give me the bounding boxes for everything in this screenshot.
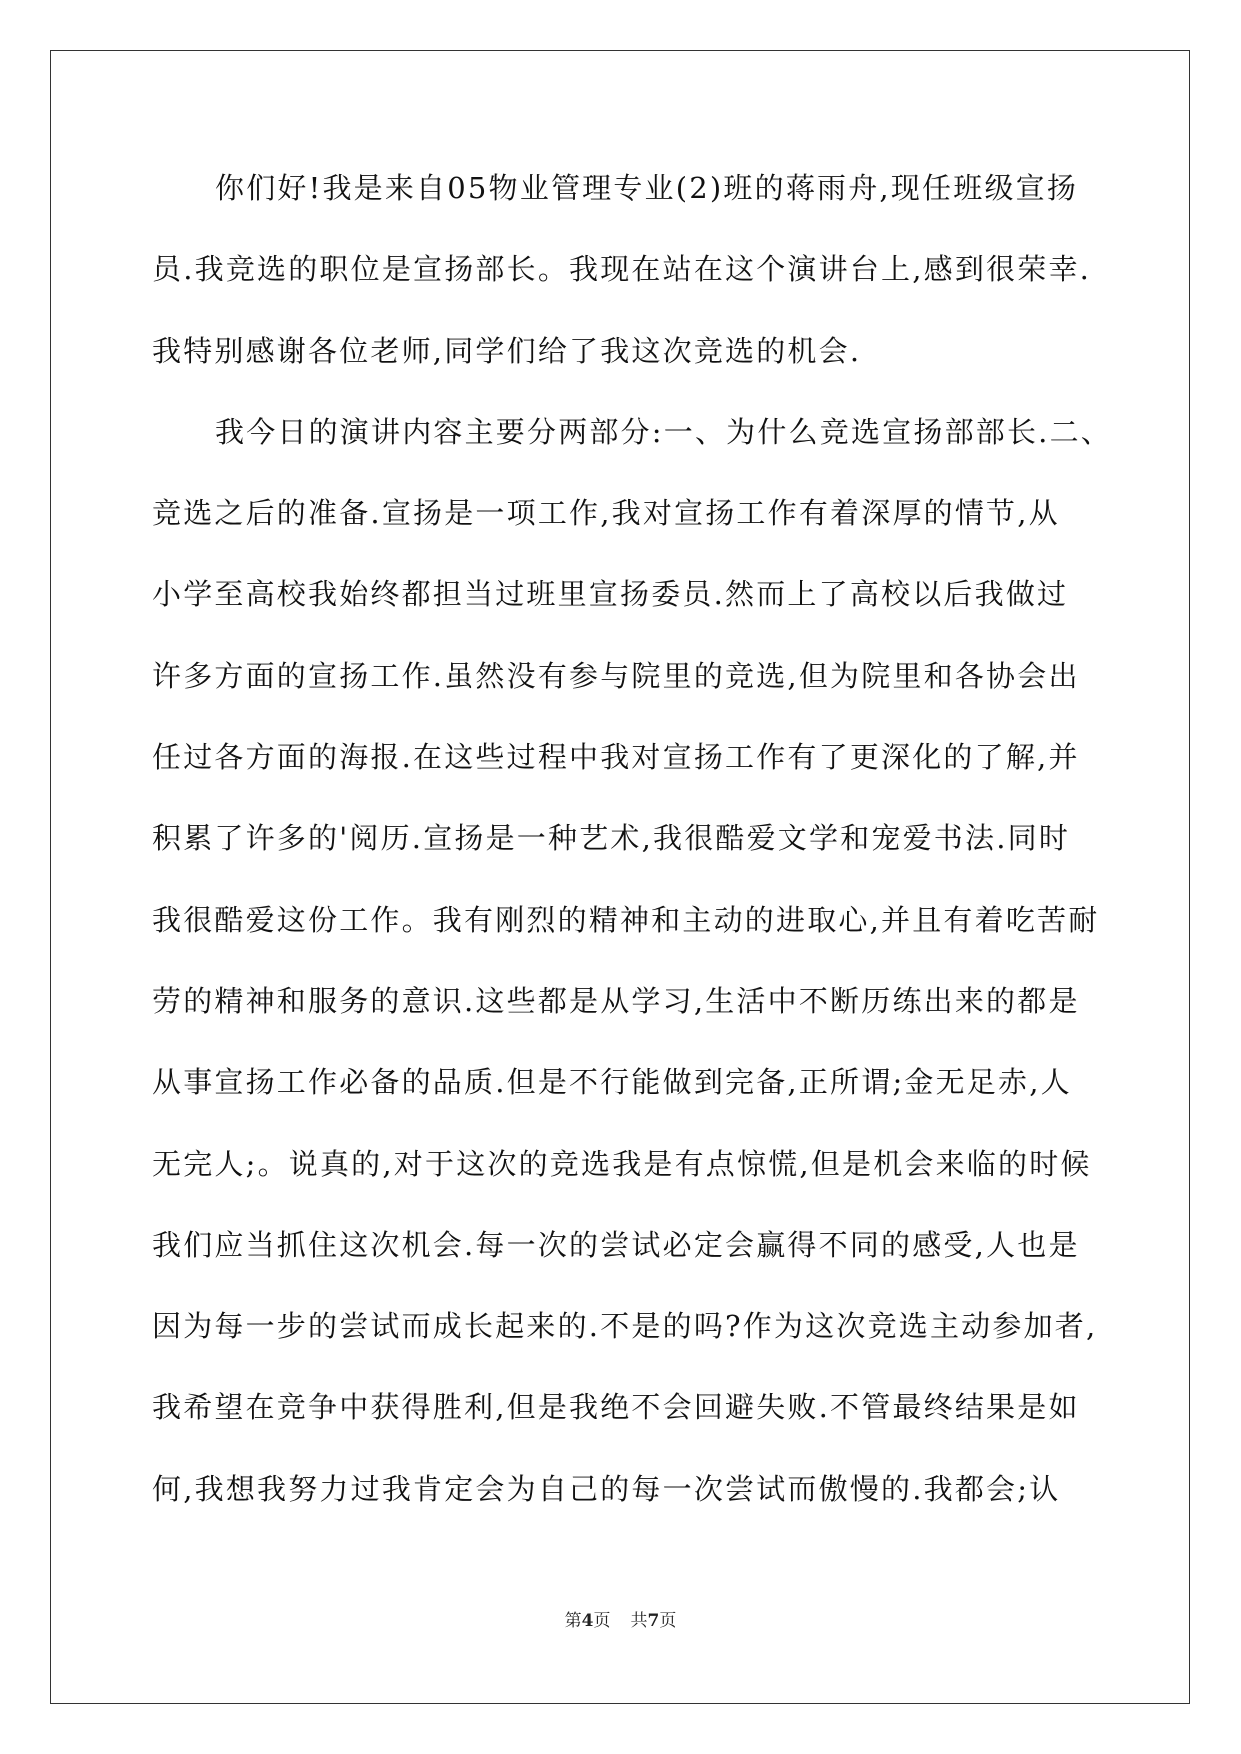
paragraph-2-line-12: 因为每一步的尝试而成长起来的.不是的吗?作为这次竞选主动参加者, [152,1309,1098,1344]
document-body [152,160,1112,1542]
paragraph-2-line-5: 任过各方面的海报.在这些过程中我对宣扬工作有了更深化的了解,并 [152,740,1080,775]
page-footer [0,1606,1241,1631]
paragraph-1-line-1: 你们好!我是来自05物业管理专业(2)班的蒋雨舟,现任班级宣扬 [215,171,1079,205]
paragraph-2-line-6: 积累了许多的'阅历.宣扬是一种艺术,我很酷爱文学和宠爱书法.同时 [152,821,1071,856]
paragraph-1-line-2: 员.我竞选的职位是宣扬部长。我现在站在这个演讲台上,感到很荣幸. [152,252,1092,287]
page-number-suffix: 页 [593,1611,611,1631]
paragraph-2-line-1: 我今日的演讲内容主要分两部分:一、为什么竞选宣扬部部长.二、 [215,414,1112,449]
paragraph-2-line-4: 许多方面的宣扬工作.虽然没有参与院里的竞选,但为院里和各协会出 [152,658,1080,693]
page-number-prefix: 第 [564,1611,582,1631]
paragraph-2-line-3: 小学至高校我始终都担当过班里宣扬委员.然而上了高校以后我做过 [152,577,1069,612]
paragraph-2-line-13: 我希望在竞争中获得胜利,但是我绝不会回避失败.不管最终结果是如 [152,1390,1080,1425]
paragraph-2-line-10: 无完人;。说真的,对于这次的竞选我是有点惊慌,但是机会来临的时候 [152,1146,1092,1181]
paragraph-2-line-11: 我们应当抓住这次机会.每一次的尝试必定会赢得不同的感受,人也是 [152,1227,1080,1262]
page-total-suffix: 页 [659,1611,677,1631]
paragraph-1-line-3: 我特别感谢各位老师,同学们给了我这次竞选的机会. [152,333,862,368]
page-number-total: 7 [647,1611,660,1631]
page-number-current: 4 [581,1611,594,1631]
paragraph-2-line-9: 从事宣扬工作必备的品质.但是不行能做到完备,正所谓;金无足赤,人 [152,1065,1072,1100]
paragraph-2-line-2: 竞选之后的准备.宣扬是一项工作,我对宣扬工作有着深厚的情节,从 [152,496,1060,531]
paragraph-2-line-8: 劳的精神和服务的意识.这些都是从学习,生活中不断历练出来的都是 [152,983,1080,1018]
page-total-prefix: 共 [630,1611,648,1631]
paragraph-2-line-7: 我很酷爱这份工作。我有刚烈的精神和主动的进取心,并且有着吃苦耐 [152,902,1100,937]
paragraph-2-line-14: 何,我想我努力过我肯定会为自己的每一次尝试而傲慢的.我都会;认 [152,1471,1061,1506]
